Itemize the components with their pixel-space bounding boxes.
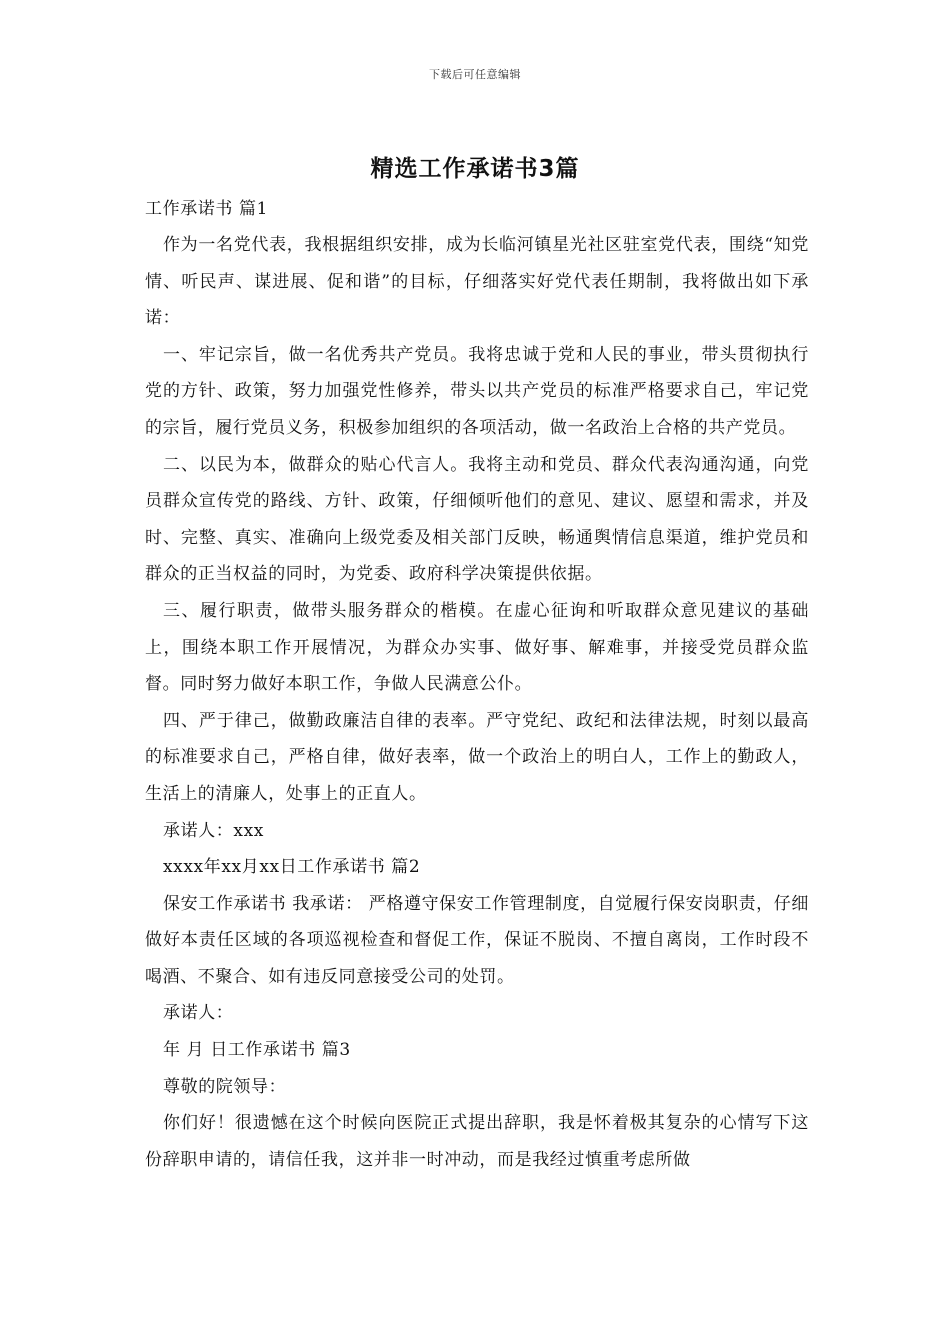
paragraph-point-4: 四、严于律己，做勤政廉洁自律的表率。严守党纪、政纪和法律法规，时刻以最高的标准要求自己，严格自律，做好表率，做一个政治上的明白人，工作上的勤政人，生活上的清廉人，处事上的正直人。 <box>145 710 809 804</box>
paragraph-point-2: 二、以民为本，做群众的贴心代言人。我将主动和党员、群众代表沟通沟通，向党员群众宣传党的路线、方针、政策，仔细倾听他们的意见、建议、愿望和需求，并及时、完整、真实、准确向上级党委及相关部门反映，畅通舆情信息渠道，维护党员和群众的正当权益的同时，为党委、政府科学决策提供依据。 <box>145 454 809 585</box>
paragraph-security-pledge: 保安工作承诺书 我承诺： 严格遵守保安工作管理制度，自觉履行保安岗职责，仔细做好本责任区域的各项巡视检查和督促工作，保证不脱岗、不擅自离岗，工作时段不喝酒、不聚合、如有违反同意接受公司的处罚。 <box>145 893 809 987</box>
section-heading-1: 工作承诺书 篇1 <box>145 199 269 219</box>
document-title: 精选工作承诺书3篇 <box>370 156 580 182</box>
paragraph-point-3: 三、履行职责，做带头服务群众的楷模。在虚心征询和听取群众意见建议的基础上，围绕本职工作开展情况，为群众办实事、做好事、解难事，并接受党员群众监督。同时努力做好本职工作，争做人民满意公仆。 <box>145 600 809 695</box>
paragraph-intro: 作为一名党代表，我根据组织安排，成为长临河镇星光社区驻室党代表，围绕“知党情、听民声、谋进展、促和谐”的目标，仔细落实好党代表任期制，我将做出如下承诺： <box>145 235 809 329</box>
section-heading-2: xxxx年xx月xx日工作承诺书 篇2 <box>163 857 421 878</box>
salutation: 尊敬的院领导： <box>163 1076 287 1097</box>
header-note: 下载后可任意编辑 <box>429 68 521 81</box>
signature-line-1: 承诺人：xxx <box>163 820 264 841</box>
signature-line-2: 承诺人： <box>163 1003 234 1024</box>
document-body <box>145 194 809 1178</box>
paragraph-point-1: 一、牢记宗旨，做一名优秀共产党员。我将忠诚于党和人民的事业，带头贯彻执行党的方针、政策，努力加强党性修养，带头以共产党员的标准严格要求自己，牢记党的宗旨，履行党员义务，积极参加组织的各项活动，做一名政治上合格的共产党员。 <box>145 344 809 438</box>
section-heading-3: 年 月 日工作承诺书 篇3 <box>163 1040 351 1061</box>
paragraph-resignation: 你们好！很遗憾在这个时候向医院正式提出辞职，我是怀着极其复杂的心情写下这份辞职申请的，请信任我，这并非一时冲动，而是我经过慎重考虑所做 <box>145 1113 809 1170</box>
